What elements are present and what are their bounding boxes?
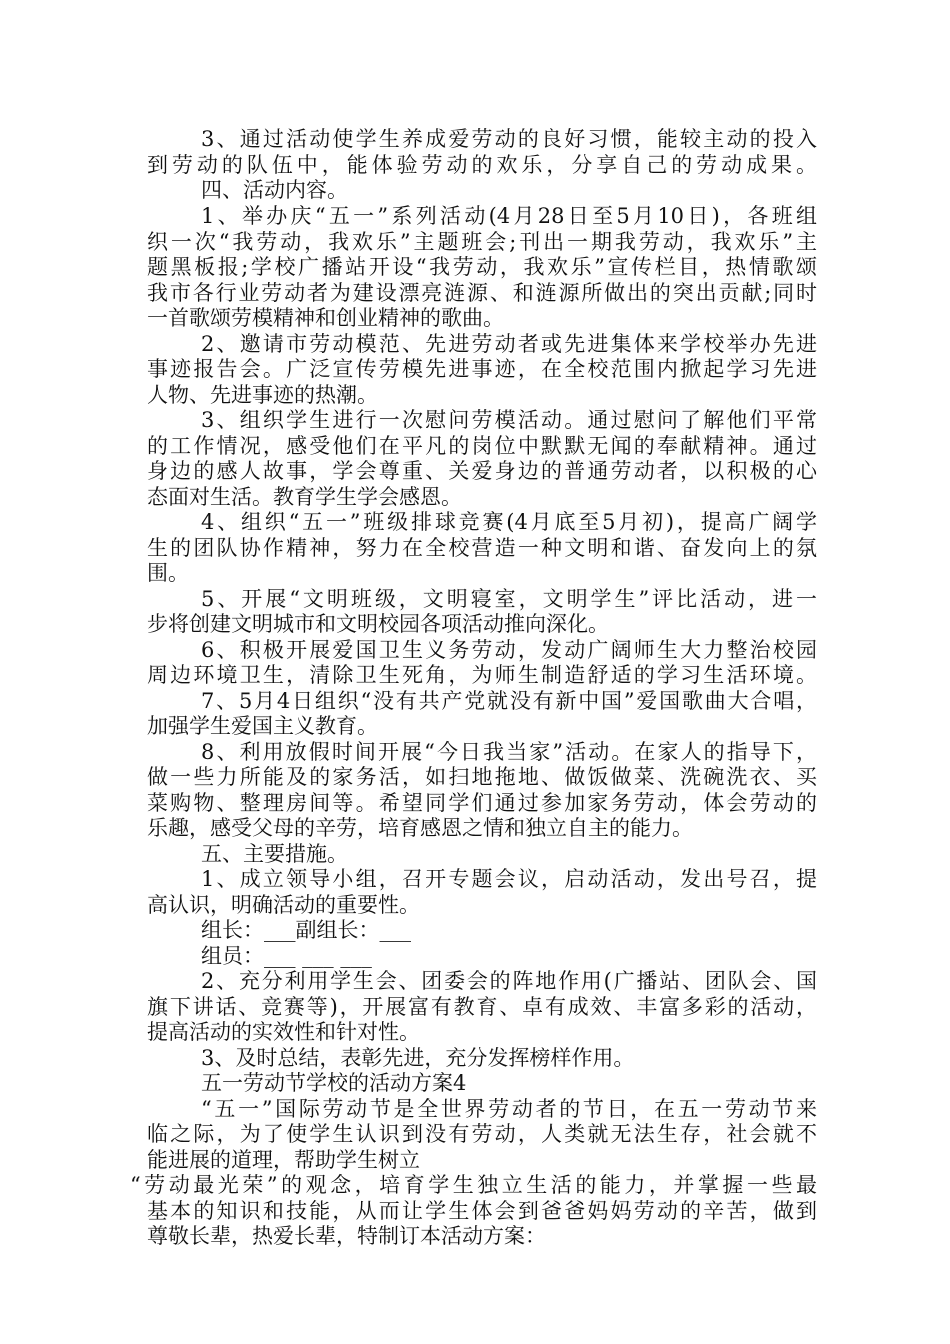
text-line: 2、邀请市劳动模范、先进劳动者或先进集体来学校举办先进: [201, 332, 817, 356]
text-line: 乐趣，感受父母的辛劳，培育感恩之情和独立自主的能力。: [147, 816, 693, 840]
text-line: “劳动最光荣”的观念，培育学生独立生活的能力，并掌握一些最: [130, 1173, 817, 1197]
text-line: “五一”国际劳动节是全世界劳动者的节日，在五一劳动节来: [201, 1097, 817, 1121]
text-line: 我市各行业劳动者为建设漂亮涟源、和涟源所做出的突出贡献;同时: [147, 281, 817, 305]
text-line: 人物、先进事迹的热潮。: [147, 383, 378, 407]
text-line: 组员：___ ___ ___: [201, 944, 372, 968]
text-line: 围。: [147, 561, 189, 585]
text-line: 3、及时总结，表彰先进，充分发挥榜样作用。: [201, 1046, 635, 1070]
section-heading: 四、活动内容。: [201, 178, 348, 202]
text-line: 题黑板报;学校广播站开设“我劳动，我欢乐”宣传栏目，热情歌颂: [147, 255, 817, 279]
text-line: 1、举办庆“五一”系列活动(4月28日至5月10日)，各班组: [201, 204, 817, 228]
text-line: 周边环境卫生，清除卫生死角，为师生制造舒适的学习生活环境。: [147, 663, 817, 687]
text-line: 临之际，为了使学生认识到没有劳动，人类就无法生存，社会就不: [147, 1122, 817, 1146]
text-line: 1、成立领导小组，召开专题会议，启动活动，发出号召，提: [201, 867, 817, 891]
text-line: 高认识，明确活动的重要性。: [147, 893, 420, 917]
section-heading: 五一劳动节学校的活动方案4: [201, 1071, 467, 1095]
text-line: 到劳动的队伍中，能体验劳动的欢乐，分享自己的劳动成果。: [147, 153, 817, 177]
text-line: 7、5月4日组织“没有共产党就没有新中国”爱国歌曲大合唱，: [201, 689, 817, 713]
text-line: 能进展的道理，帮助学生树立: [147, 1148, 420, 1172]
text-line: 组长：___副组长：___: [201, 918, 411, 942]
text-line: 4、组织“五一”班级排球竞赛(4月底至5月初)，提高广阔学: [201, 510, 817, 534]
text-line: 菜购物、整理房间等。希望同学们通过参加家务劳动，体会劳动的: [147, 791, 817, 815]
text-line: 3、组织学生进行一次慰问劳模活动。通过慰问了解他们平常: [201, 408, 817, 432]
text-line: 步将创建文明城市和文明校园各项活动推向深化。: [147, 612, 609, 636]
text-line: 6、积极开展爱国卫生义务劳动，发动广阔师生大力整治校园: [201, 638, 817, 662]
text-line: 尊敬长辈，热爱长辈，特制订本活动方案：: [147, 1224, 546, 1248]
text-line: 2、充分利用学生会、团委会的阵地作用(广播站、团队会、国: [201, 969, 817, 993]
text-line: 加强学生爱国主义教育。: [147, 714, 378, 738]
text-line: 旗下讲话、竞赛等)，开展富有教育、卓有成效、丰富多彩的活动，: [147, 995, 817, 1019]
text-line: 8、利用放假时间开展“今日我当家”活动。在家人的指导下，: [201, 740, 817, 764]
text-line: 的工作情况，感受他们在平凡的岗位中默默无闻的奉献精神。通过: [147, 434, 817, 458]
text-line: 5、开展“文明班级，文明寝室，文明学生”评比活动，进一: [201, 587, 817, 611]
text-line: 态面对生活。教育学生学会感恩。: [147, 485, 462, 509]
text-line: 基本的知识和技能，从而让学生体会到爸爸妈妈劳动的辛苦，做到: [147, 1199, 817, 1223]
text-line: 织一次“我劳动，我欢乐”主题班会;刊出一期我劳动，我欢乐”主: [147, 230, 817, 254]
text-line: 生的团队协作精神，努力在全校营造一种文明和谐、奋发向上的氛: [147, 536, 817, 560]
text-line: 一首歌颂劳模精神和创业精神的歌曲。: [147, 306, 504, 330]
text-line: 身边的感人故事，学会尊重、关爱身边的普通劳动者，以积极的心: [147, 459, 817, 483]
text-line: 事迹报告会。广泛宣传劳模先进事迹，在全校范围内掀起学习先进: [147, 357, 817, 381]
text-line: 做一些力所能及的家务活，如扫地拖地、做饭做菜、洗碗洗衣、买: [147, 765, 817, 789]
section-heading: 五、主要措施。: [201, 842, 348, 866]
text-line: 3、通过活动使学生养成爱劳动的良好习惯，能较主动的投入: [201, 127, 817, 151]
text-line: 提高活动的实效性和针对性。: [147, 1020, 420, 1044]
